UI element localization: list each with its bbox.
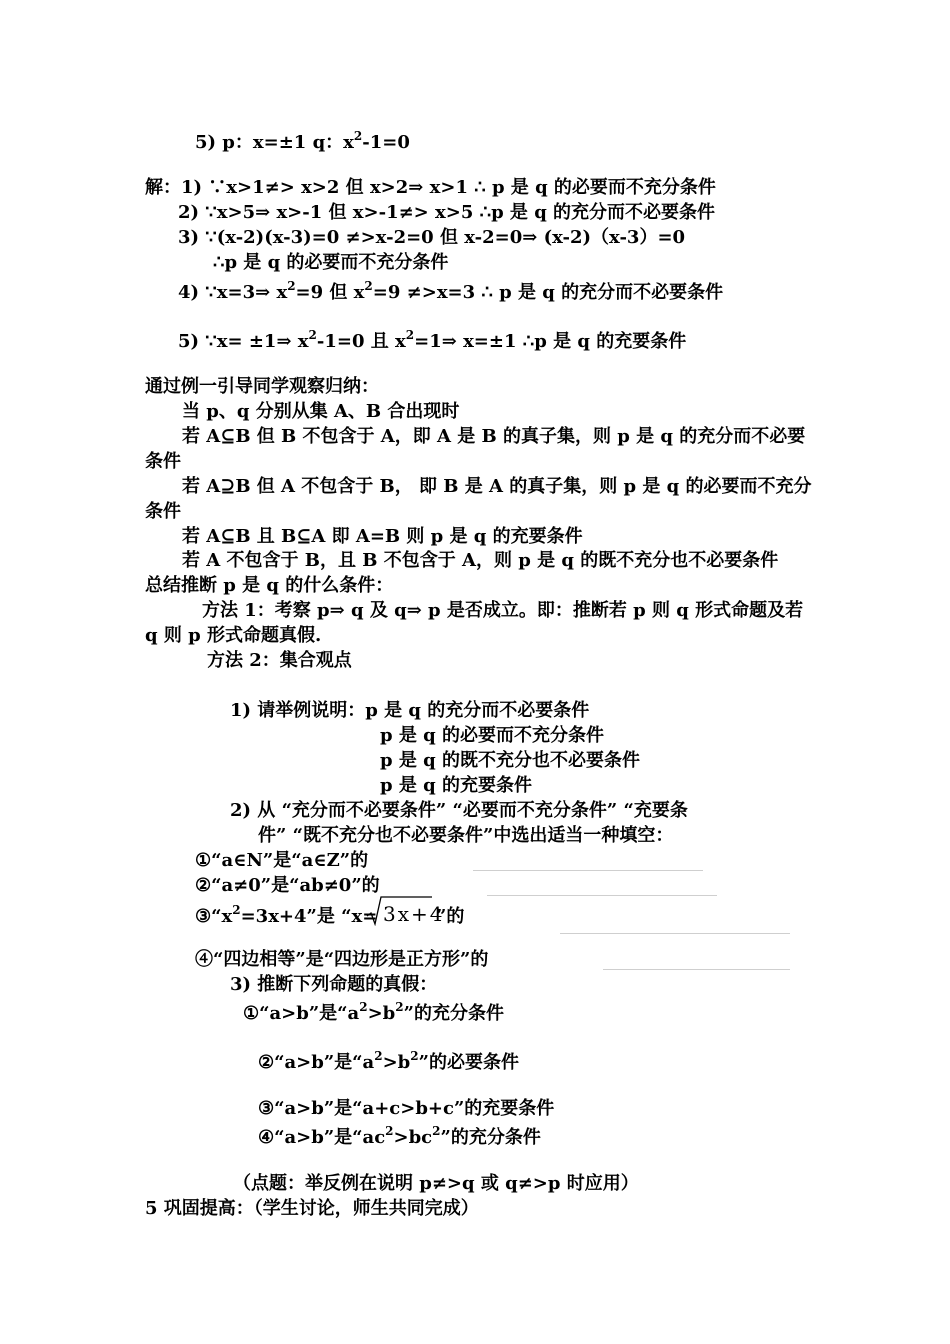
exercise-1-b: p 是 q 的必要而不充分条件 — [380, 725, 604, 746]
text-line: =3x+4”是 “x= — [240, 906, 378, 927]
item-5-statement — [195, 129, 410, 153]
exercise-1: 1) 请举例说明：p 是 q 的充分而不必要条件 — [230, 700, 590, 721]
text-line: =9 ≠>x=3 ∴ p 是 q 的充分而不必要条件 — [372, 282, 724, 303]
text-line: >bc — [393, 1127, 433, 1148]
text-line: ”的充分条件 — [403, 1003, 504, 1024]
fill-blank-3 — [560, 933, 790, 934]
text-line: -1=0 且 x — [316, 331, 406, 352]
fill-blank-1 — [473, 870, 703, 871]
solution-1: 解：1) ∵x>1≠> x>2 但 x>2⇒ x>1 ∴ p 是 q 的必要而不充分条件 — [145, 177, 716, 198]
exercise-2-cont: 件” “既不充分也不必要条件”中选出适当一种填空： — [258, 825, 674, 846]
rule-subset: 若 A⊆B 但 B 不包含于 A，即 A 是 B 的真子集，则 p 是 q 的充分而不必要 — [182, 426, 806, 447]
solution-4 — [178, 279, 724, 303]
text-line: ”的充分条件 — [440, 1127, 541, 1148]
induction-heading: 通过例一引导同学观察归纳： — [145, 376, 379, 397]
text-line: =9 但 x — [295, 282, 365, 303]
method-1: 方法 1：考察 p⇒ q 及 q⇒ p 是否成立。即：推断若 p 则 q 形式命题及若 — [202, 600, 804, 621]
rule-neither: 若 A 不包含于 B，且 B 不包含于 A，则 p 是 q 的既不充分也不必要条件 — [182, 550, 779, 571]
superscript: 2 — [410, 1049, 419, 1063]
superscript: 2 — [374, 1049, 383, 1063]
text-line: 4) ∵x=3⇒ x — [178, 282, 288, 303]
judge-item-2 — [258, 1049, 519, 1073]
solution-2: 2) ∵x>5⇒ x>-1 但 x>-1≠> x>5 ∴p 是 q 的充分而不必要条件 — [178, 202, 716, 223]
judge-item-1 — [243, 1000, 504, 1024]
fill-item-2: ②“a≠0”是“ab≠0”的 — [195, 875, 380, 896]
radicand: 3x+4 — [383, 902, 445, 926]
solution-5 — [178, 328, 687, 352]
text-line: ④“a>b”是“ac — [258, 1127, 386, 1148]
hint-note: （点题：举反例在说明 p≠>q 或 q≠>p 时应用） — [233, 1173, 639, 1194]
superscript: 2 — [405, 328, 415, 342]
method-1-cont: q 则 p 形式命题真假. — [145, 625, 322, 646]
text-line: >b — [382, 1052, 411, 1073]
superscript: 2 — [385, 1124, 394, 1138]
solution-3: 3) ∵(x-2)(x-3)=0 ≠>x-2=0 但 x-2=0⇒ (x-2)（x-3）=0 — [178, 227, 686, 248]
text-line: ②“a>b”是“a — [258, 1052, 375, 1073]
rule-superset: 若 A⊇B 但 A 不包含于 B， 即 B 是 A 的真子集，则 p 是 q 的必要而不充分 — [182, 476, 812, 497]
superscript: 2 — [432, 1124, 441, 1138]
text-line: ③“x — [195, 906, 233, 927]
superscript: 2 — [353, 129, 363, 143]
section-5-heading: 5 巩固提高：（学生讨论，师生共同完成） — [145, 1198, 479, 1219]
judge-item-4 — [258, 1124, 541, 1148]
exercise-1-c: p 是 q 的既不充分也不必要条件 — [380, 750, 640, 771]
superscript: 2 — [359, 1000, 368, 1014]
superscript: 2 — [395, 1000, 404, 1014]
fill-item-3-suffix: ”的 — [436, 906, 465, 927]
text-line: >b — [367, 1003, 396, 1024]
text-line: 5) ∵x= ±1⇒ x — [178, 331, 309, 352]
superscript: 2 — [308, 328, 317, 342]
fill-blank-2 — [487, 895, 717, 896]
rule-equal: 若 A⊆B 且 B⊆A 即 A=B 则 p 是 q 的充要条件 — [182, 526, 583, 547]
rule-subset-cont: 条件 — [145, 451, 181, 472]
exercise-3: 3) 推断下列命题的真假： — [230, 974, 438, 995]
text-line: -1=0 — [362, 132, 410, 153]
text-line: =1⇒ x=±1 ∴p 是 q 的充要条件 — [414, 331, 687, 352]
summary-heading: 总结推断 p 是 q 的什么条件： — [145, 575, 394, 596]
fill-item-4: ④“四边相等”是“四边形是正方形”的 — [195, 949, 489, 970]
exercise-2: 2) 从 “充分而不必要条件” “必要而不充分条件” “充要条 — [230, 800, 688, 821]
fill-blank-4 — [603, 969, 790, 970]
text-line: 5) p：x=±1 q：x — [195, 132, 354, 153]
superscript: 2 — [364, 279, 373, 293]
text-line: ”的必要条件 — [418, 1052, 519, 1073]
superscript: 2 — [232, 903, 241, 917]
fill-item-3 — [195, 903, 378, 927]
judge-item-3: ③“a>b”是“a+c>b+c”的充要条件 — [258, 1098, 555, 1119]
rule-superset-cont: 条件 — [145, 501, 181, 522]
superscript: 2 — [287, 279, 296, 293]
text-line: ①“a>b”是“a — [243, 1003, 360, 1024]
method-2: 方法 2：集合观点 — [207, 650, 352, 671]
solution-3-conclusion: ∴p 是 q 的必要而不充分条件 — [213, 252, 449, 273]
fill-item-1: ①“a∈N”是“a∈Z”的 — [195, 850, 369, 871]
exercise-1-d: p 是 q 的充要条件 — [380, 775, 532, 796]
induction-intro: 当 p、q 分别从集 A、B 合出现时 — [182, 401, 460, 422]
